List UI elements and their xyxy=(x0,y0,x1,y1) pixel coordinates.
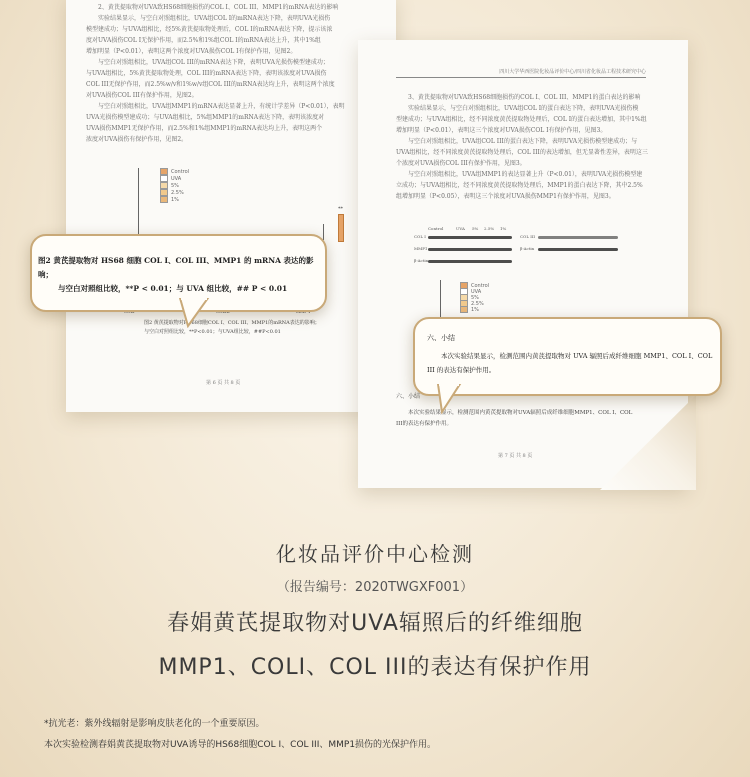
legend-item: 2.5% xyxy=(160,189,184,196)
right-line: 增加明显（P<0.01），表明这三个浓度对UVA损伤COL I有保护作用，见图3。 xyxy=(396,127,607,134)
western-blot xyxy=(414,226,628,276)
left-line: 2、黄芪提取物对UVA致HS68细胞损伤的COL I、COL III、MMP1的mRNA表达的影响 xyxy=(98,4,339,11)
left-line: 与UVA组相比，5%黄芪提取物处理，COL III的mRNA表达下降，表明该浓度对UVA损伤 xyxy=(86,70,327,77)
left-line: 浓度对UVA损伤有保护作用，见图2。 xyxy=(86,136,188,143)
report-number: （报告编号：2020TWGXF001） xyxy=(276,580,474,595)
page-number: 第 6 页 共 8 页 xyxy=(206,380,241,386)
callout-caption-text: 图2 黄芪提取物对 HS68 细胞 COL I、COL III、MMP1 的 mRNA 表达的影响； 与空白对照组比较，**P < 0.01；与 UVA 组比较，## P < 0.01 xyxy=(38,256,314,293)
band-label: β-Actin xyxy=(520,246,535,251)
footnote-line-1: *抗光老：紫外线辐射是影响皮肤老化的一个重要原因。 xyxy=(44,719,265,729)
mmp1-bar xyxy=(338,214,344,242)
right-line: 型建成功；与UVA组相比，经不同浓度黄芪提取物处理后，COL I的蛋白表达增加，其中1%组 xyxy=(396,116,647,123)
page-number: 第 7 页 共 8 页 xyxy=(498,453,533,459)
report-page-right xyxy=(358,40,688,488)
lane-label: 1% xyxy=(500,226,507,231)
protein-chart xyxy=(440,280,560,320)
right-line: UVA组相比，经不同浓度黄芪提取物处理后，COL III的表达增加，但无显著性差异，表明这三 xyxy=(396,149,648,156)
left-line: 增加明显（P<0.01），表明这两个浓度对UVA损伤COL I有保护作用，见图2。 xyxy=(86,48,297,55)
headline-line-2: MMP1、COLI、COL III的表达有保护作用 xyxy=(158,655,592,680)
lane-label: Control xyxy=(428,226,444,231)
small-caption: 图2 黄芪提取物对HS68细胞COL I、COL III、MMP1的mRNA表达的影响； 与空白对照组比较，**P<0.01；与UVA组比较，##P<0.01 xyxy=(144,320,320,335)
left-line: 模型建成功；与UVA组相比，经5%黄芪提取物处理后，COL I的mRNA表达下降，提示该浓 xyxy=(86,26,333,33)
right-line: 与空白对照组相比，UVA组COL III的蛋白表达下降，表明UVA光损伤模型建成功；与 xyxy=(408,138,638,145)
lane-label: 2.5% xyxy=(484,226,495,231)
lane-label: 5% xyxy=(472,226,479,231)
band-label: β-Actin xyxy=(414,258,429,263)
right-page-body xyxy=(396,92,656,202)
left-line: 与空白对照组相比，UVA组MMP1的mRNA表达显著上升，有统计学差异（P<0.01），表明 xyxy=(98,103,345,110)
error-bar xyxy=(323,224,324,240)
gel-band xyxy=(428,260,512,263)
callout-summary-text: 本次实验结果显示，检测范围内黄芪提取物对 UVA 辐照后成纤维细胞 MMP1、COL I、COL III 的表达有保护作用。 xyxy=(427,352,713,374)
y-axis xyxy=(138,168,139,240)
gel-band xyxy=(428,236,512,239)
summary-heading-small: 六、小结 xyxy=(396,393,421,400)
callout-tail-left xyxy=(178,298,212,328)
legend-item: 1% xyxy=(160,196,179,203)
left-line: UVA光损伤模型建成功；与UVA组相比，5%组MMP1的mRNA表达下降，表明该浓度对 xyxy=(86,114,325,121)
right-line: 实验结果显示，与空白对照组相比，UVA组COL I的蛋白表达下降，表明UVA光损伤模 xyxy=(408,105,639,112)
legend-item: Control xyxy=(460,282,489,289)
left-line: 实验结果显示，与空白对照组相比，UVA组COL I的mRNA表达下降，表明UVA光损伤 xyxy=(98,15,331,22)
right-line: 与空白对照组相比，UVA组MMP1的表达显著上升（P<0.01），表明UVA光损伤模型建 xyxy=(408,171,643,178)
right-line: 立成功；与UVA组相比，经不同浓度黄芪提取物处理后，MMP1的蛋白表达下降，其中2.5% xyxy=(396,182,643,189)
band-label: COL III xyxy=(520,234,536,239)
left-line: 对UVA损伤COL III有保护作用，见图2。 xyxy=(86,92,198,99)
callout-summary-heading: 六、小结 xyxy=(427,334,455,342)
headline-title: 化妆品评价中心检测 xyxy=(276,542,474,566)
left-line: 与空白对照组相比，UVA组COL III的mRNA表达下降，表明UVA光损伤模型建成功； xyxy=(98,59,329,66)
legend-item: 2.5% xyxy=(460,300,484,307)
gel-band xyxy=(428,248,512,251)
band-label: MMP1 xyxy=(414,246,428,251)
left-line: UVA损伤MMP1无保护作用，而2.5%和1%组MMP1的mRNA表达均上升，表明这两个 xyxy=(86,125,323,132)
gel-band xyxy=(538,236,618,239)
page-header: 四川大学华西医院化妆品评价中心/四川省化妆品工程技术研究中心 xyxy=(396,68,646,78)
lane-label: UVA xyxy=(456,226,465,231)
headline-line-1: 春娟黄芪提取物对UVA辐照后的纤维细胞 xyxy=(167,611,583,636)
y-axis xyxy=(440,280,441,318)
legend-item: Control xyxy=(160,168,189,175)
legend-item: 5% xyxy=(460,294,479,301)
legend-item: 5% xyxy=(160,182,179,189)
left-line: COL III无保护作用，而2.5%w/v和1%w/v组COL III的mRNA表达均上升，表明这两个浓度 xyxy=(86,81,335,88)
footnote-line-2: 本次实验检测春娟黄芪提取物对UVA诱导的HS68细胞COL I、COL III、MMP1损伤的光保护作用。 xyxy=(44,740,437,750)
significance-stars: ** xyxy=(338,206,343,212)
legend-item: 1% xyxy=(460,306,479,313)
summary-text-small: 本次实验结果显示，检测范围内黄芪提取物对UVA辐照后成纤维细胞MMP1、COL I、COL III的表达有保护作用。 xyxy=(396,410,633,427)
left-line: 度对UVA损伤COL I无保护作用，而2.5%和1%组COL I的mRNA表达上升，其中1%组 xyxy=(86,37,321,44)
mrna-chart xyxy=(124,162,354,242)
right-line: 组增加明显（P<0.05），表明这三个浓度对UVA损伤MMP1有保护作用，见图3。 xyxy=(396,193,615,200)
right-line: 个浓度对UVA损伤COL III有保护作用，见图3。 xyxy=(396,160,526,167)
legend-item: UVA xyxy=(160,175,181,182)
legend-item: UVA xyxy=(460,288,481,295)
gel-band xyxy=(538,248,618,251)
report-page-left xyxy=(66,0,396,412)
right-line: 3、黄芪提取物对UVA致HS68细胞损伤的COL I、COL III、MMP1的蛋白表达的影响 xyxy=(408,94,641,101)
band-label: COL I xyxy=(414,234,426,239)
left-page-body xyxy=(86,2,376,145)
callout-tail-right xyxy=(434,384,464,414)
